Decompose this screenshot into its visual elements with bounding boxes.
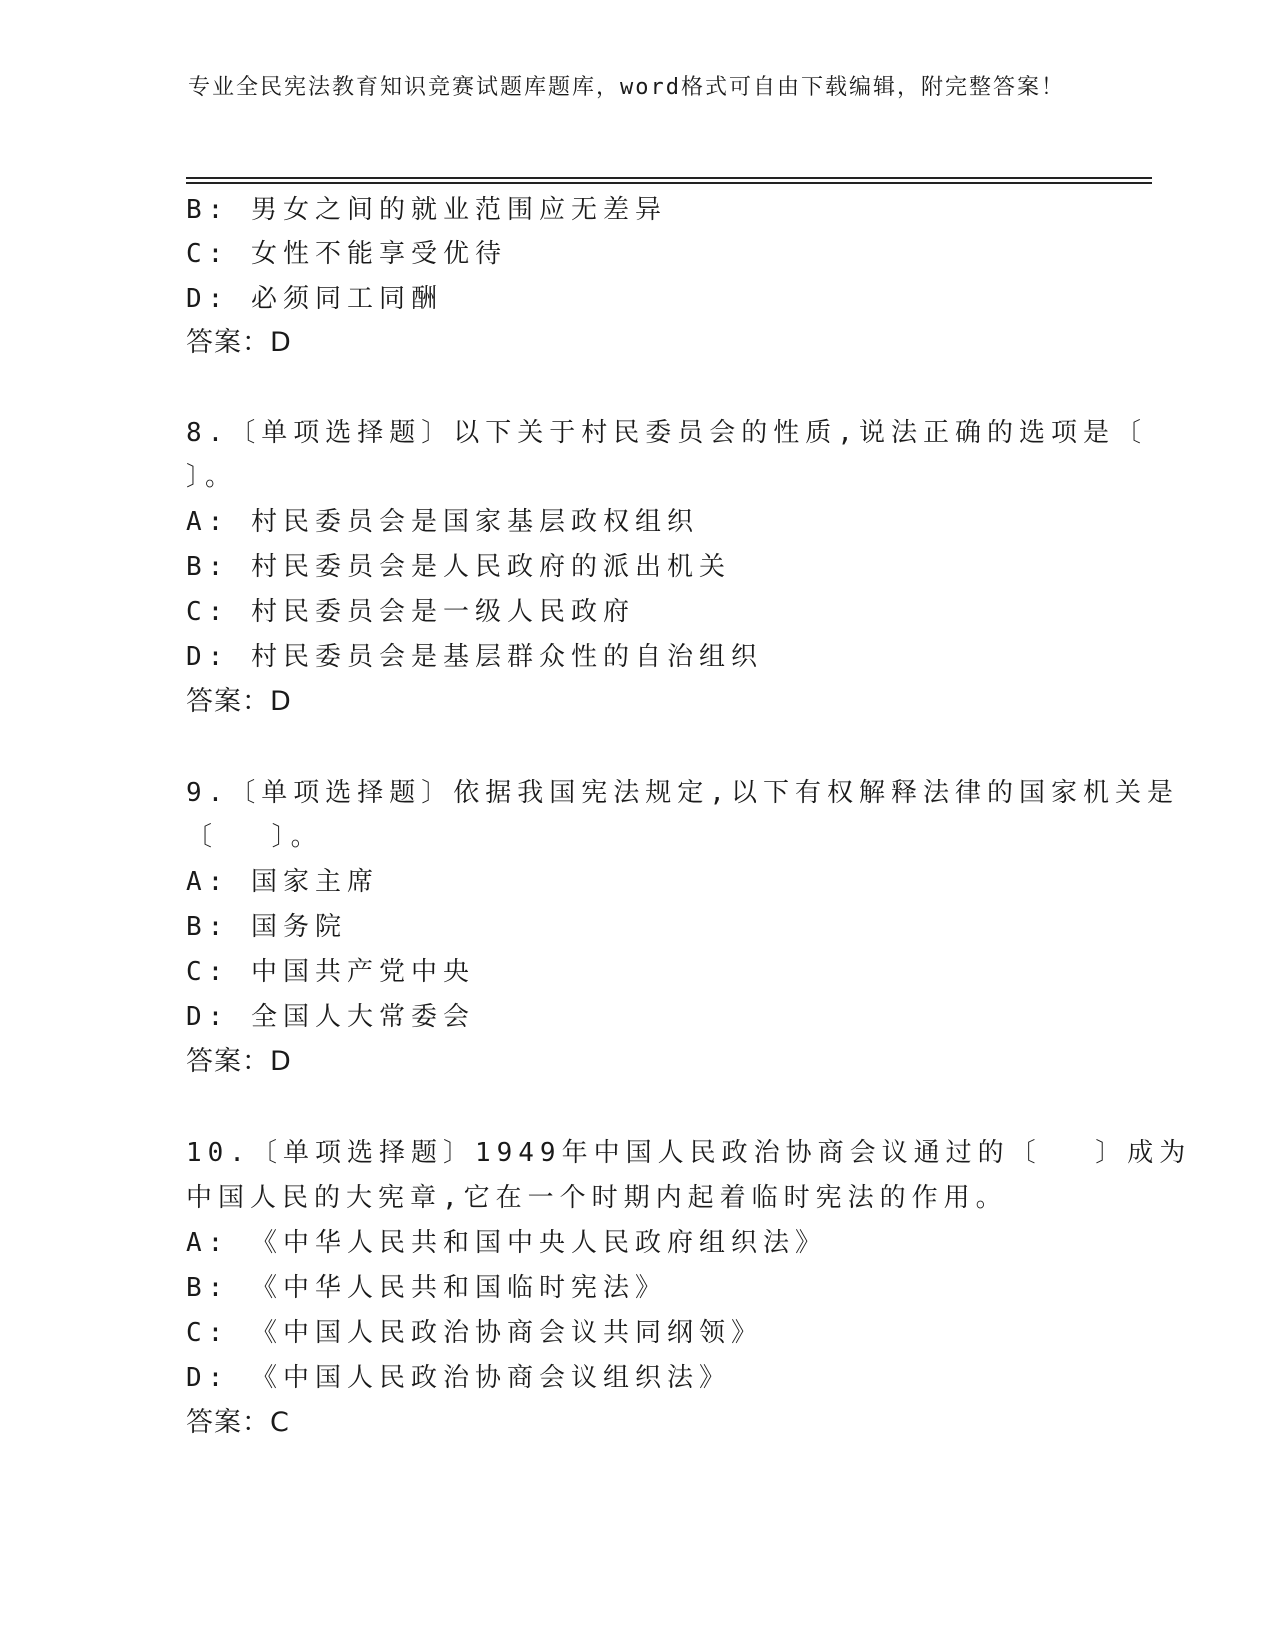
- q9-option-c: C: 中国共产党中央: [186, 957, 475, 987]
- q8-option-d: D: 村民委员会是基层群众性的自治组织: [186, 642, 763, 672]
- header-rule-bottom: [186, 182, 1152, 184]
- q8-answer: 答案：D: [186, 686, 292, 717]
- q8-stem-line2: 〕。: [186, 462, 238, 492]
- q7-option-c: C: 女性不能享受优待: [186, 239, 507, 269]
- q10-option-a: A: 《中华人民共和国中央人民政府组织法》: [186, 1228, 827, 1258]
- q9-option-b: B: 国务院: [186, 912, 347, 942]
- q7-answer: 答案：D: [186, 327, 292, 358]
- q7-option-d: D: 必须同工同酬: [186, 284, 443, 314]
- q8-option-b: B: 村民委员会是人民政府的派出机关: [186, 552, 731, 582]
- q8-option-c: C: 村民委员会是一级人民政府: [186, 597, 635, 627]
- q8-stem-line1: 8.〔单项选择题〕以下关于村民委员会的性质,说法正确的选项是〔: [186, 418, 1147, 448]
- q10-stem-line1: 10.〔单项选择题〕1949年中国人民政治协商会议通过的〔 〕成为: [186, 1138, 1192, 1168]
- q8-option-a: A: 村民委员会是国家基层政权组织: [186, 507, 699, 537]
- q9-stem-line1: 9.〔单项选择题〕依据我国宪法规定,以下有权解释法律的国家机关是: [186, 778, 1179, 808]
- q10-stem-line2: 中国人民的大宪章,它在一个时期内起着临时宪法的作用。: [186, 1183, 1008, 1213]
- q9-answer: 答案：D: [186, 1046, 292, 1077]
- document-header: 专业全民宪法教育知识竞赛试题库题库，word格式可自由下载编辑，附完整答案！: [188, 75, 1065, 100]
- q10-option-c: C: 《中国人民政治协商会议共同纲领》: [186, 1318, 763, 1348]
- q10-answer: 答案：C: [186, 1407, 290, 1438]
- q9-option-d: D: 全国人大常委会: [186, 1002, 475, 1032]
- q7-option-b: B: 男女之间的就业范围应无差异: [186, 195, 667, 225]
- header-rule-top: [186, 177, 1152, 179]
- q10-option-b: B: 《中华人民共和国临时宪法》: [186, 1273, 667, 1303]
- q9-stem-line2: 〔 〕。: [186, 822, 323, 852]
- q9-option-a: A: 国家主席: [186, 867, 379, 897]
- q10-option-d: D: 《中国人民政治协商会议组织法》: [186, 1363, 731, 1393]
